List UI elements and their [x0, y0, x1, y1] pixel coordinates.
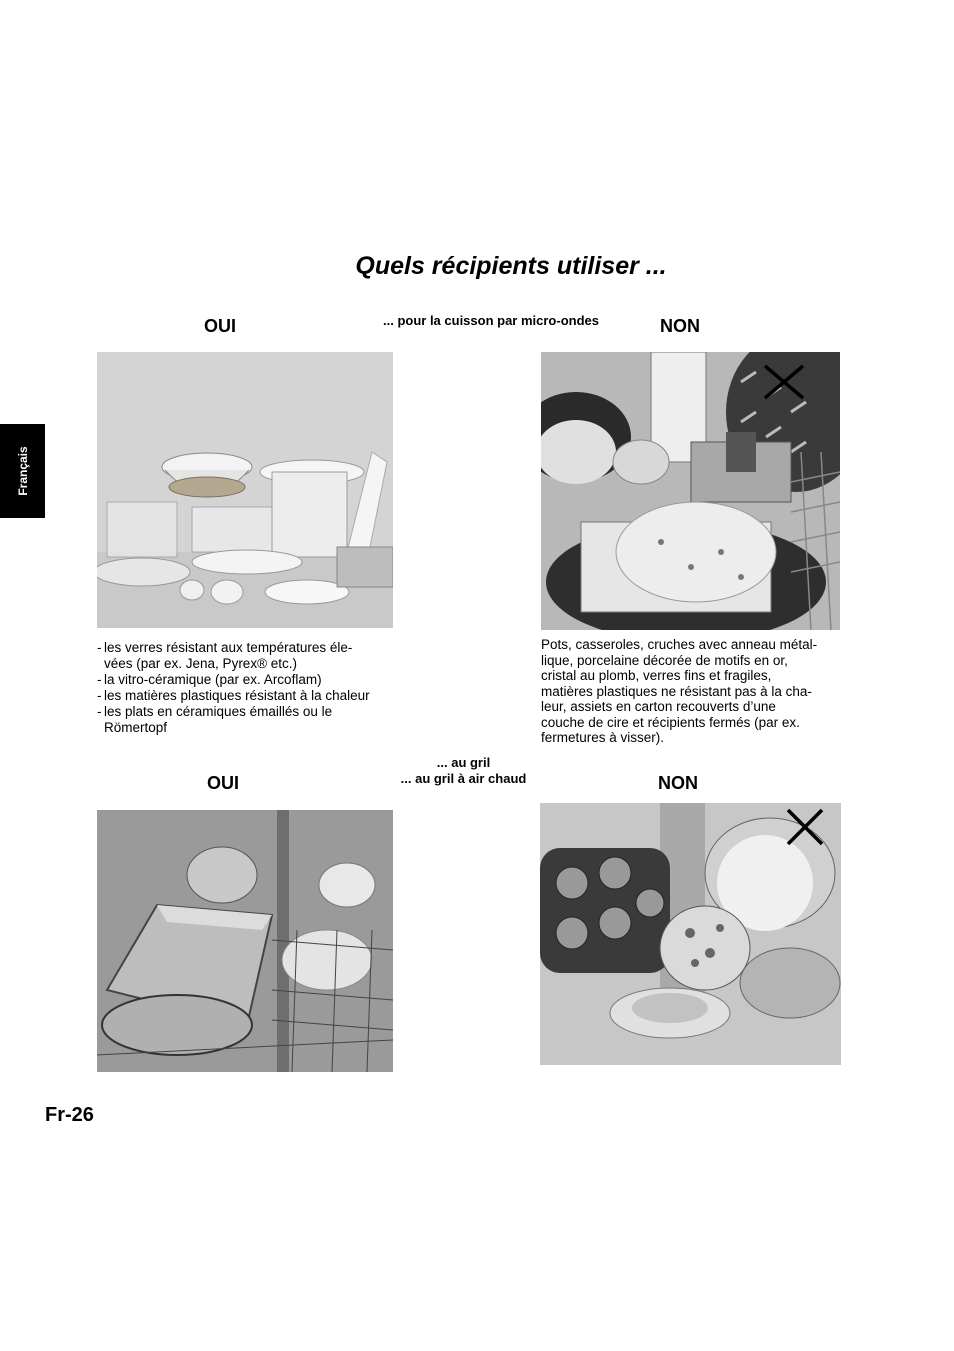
page-number: Fr-26: [45, 1104, 94, 1126]
grill-heading-line2: ... au gril à air chaud: [400, 771, 527, 786]
microwave-unsafe-description: Pots, casseroles, cruches avec anneau métal- lique, porcelaine décorée de motifs en or, cristal au plomb, verres fins et fragiles, matières plastiques ne résistant pas à la cha- leur, assiets en carton recouverts d’une couche de cire et récipients fermés (par ex. fermetures à visser).: [541, 637, 818, 745]
page-title: Quels récipients utiliser ...: [355, 252, 667, 280]
list-item: - la vitro-céramique (par ex. Arcoflam): [97, 672, 397, 688]
photo-grill-safe-dishes: [97, 810, 393, 1072]
list-item: - les plats en céramiques émaillés ou le Römertopf: [97, 704, 397, 736]
photo-microwave-safe-dishes: [97, 352, 393, 628]
grill-no-label: NON: [658, 773, 698, 793]
list-item: - les verres résistant aux températures éle- vées (par ex. Jena, Pyrex® etc.): [97, 640, 397, 672]
microwave-safe-list: [97, 640, 397, 736]
list-item: - les matières plastiques résistant à la chaleur: [97, 688, 397, 704]
grill-heading-line1: ... au gril: [436, 755, 491, 770]
microwave-yes-label: OUI: [204, 316, 237, 336]
microwave-no-label: NON: [660, 316, 700, 336]
microwave-heading: ... pour la cuisson par micro-ondes: [383, 313, 599, 328]
language-tab: [0, 424, 45, 518]
photo-microwave-unsafe-dishes: [541, 352, 840, 630]
language-tab-label: Français: [15, 446, 30, 496]
grill-yes-label: OUI: [207, 773, 240, 793]
photo-grill-unsafe-dishes: [540, 803, 841, 1065]
